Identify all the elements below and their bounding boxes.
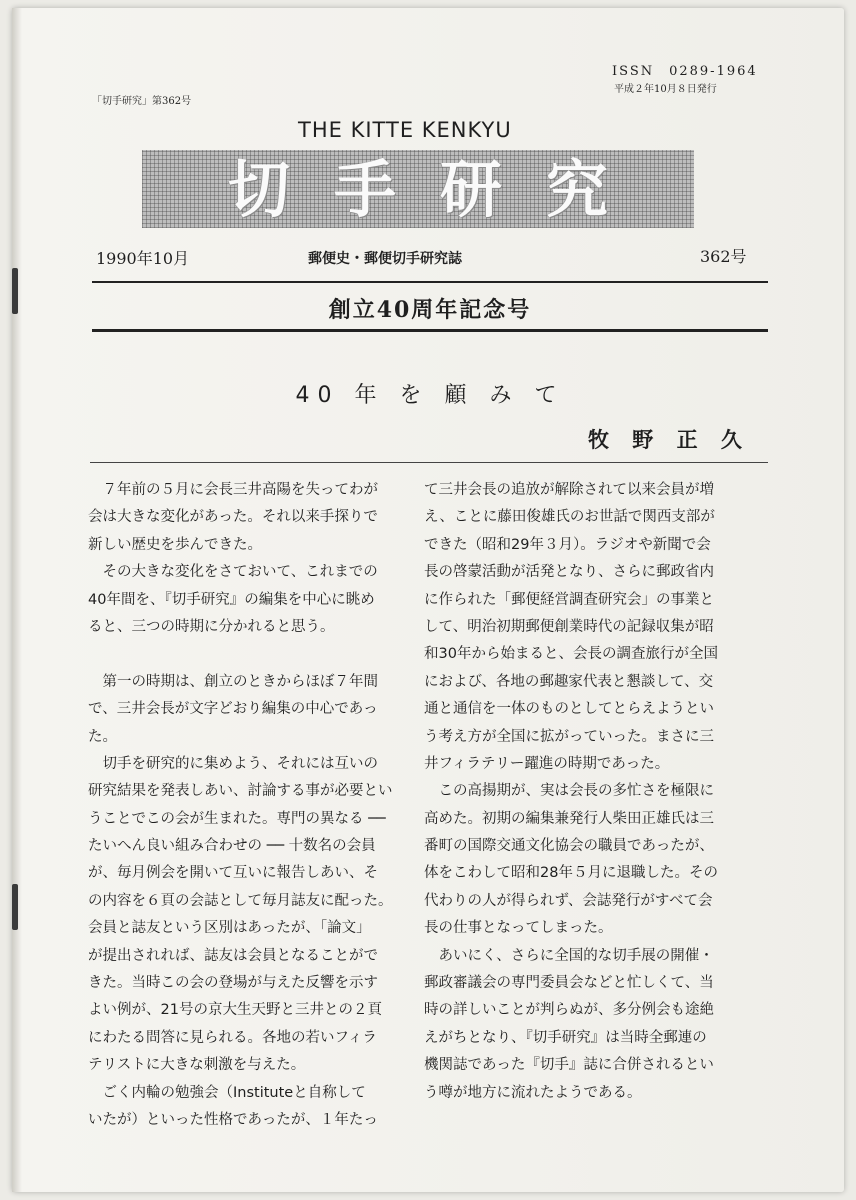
article-text-line: にわたる問答に見られる。各地の若いフィラ [88,1029,377,1046]
article-text-line: 体をこわして昭和28年５月に退職した。その [424,865,718,882]
article-text-line: 研究結果を発表しあい、討論する事が必要とい [88,783,393,800]
issue-date: 1990年10月 [96,249,190,268]
english-title: THE KITTE KENKYU [298,118,512,142]
article-text-line: 高めた。初期の編集兼発行人柴田正雄氏は三 [424,810,714,827]
article-column-right [424,477,770,1107]
issn-number: ISSN 0289-1964 [612,64,758,79]
publication-date: 平成２年10月８日発行 [614,84,717,95]
issue-reference: 「切手研究」第362号 [92,96,192,107]
article-title: 40 年 を 顧 み て [295,383,565,408]
article-divider [90,462,768,463]
main-title: 切手研究 [227,153,652,226]
article-text-line: ７年前の５月に会長三井高陽を失ってわが [88,482,378,498]
article-text-line: この高揚期が、実は会長の多忙さを極限に [424,783,714,800]
article-text-line: うことでこの会が生まれた。専門の異なる ── [88,810,386,827]
article-text-line: その大きな変化をさておいて、これまでの [88,564,378,581]
article-text-line: 和30年から始まると、会長の調査旅行が全国 [424,646,718,663]
staple-bottom [12,884,18,930]
article-text-line: 時の詳しいことが判らぬが、多分例会も途絶 [424,1002,714,1019]
staple-top [12,268,18,314]
article-text-line: う噂が地方に流れたようである。 [424,1084,642,1101]
article-text-line: に作られた「郵便経営調査研究会」の事業と [424,591,714,608]
article-text-line: 長の仕事となってしまった。 [424,920,613,937]
article-text-line: テリストに大きな刺激を与えた。 [88,1057,306,1074]
article-text-line: 長の啓蒙活動が活発となり、さらに郵政省内 [424,564,714,581]
article-text-line: 番町の国際交通文化協会の職員であったが、 [424,838,714,855]
article-text-line: たいへん良い組み合わせの ── 十数名の会員 [88,838,376,855]
article-text-line: 切手を研究的に集めよう、それには互いの [88,755,378,772]
article-text-line: いたが）といった性格であったが、１年たっ [88,1111,378,1128]
bottom-rule [92,329,768,332]
article-text-line [88,641,434,668]
magazine-subtitle: 郵便史・郵便切手研究誌 [308,251,462,267]
article-text-line: きた。当時この会の登場が与えた反響を示す [88,975,378,992]
article-text-line: ると、三つの時期に分かれると思う。 [88,618,335,635]
article-text-line: 機関誌であった『切手』誌に合併されるとい [424,1057,714,1074]
article-text-line: が、毎月例会を開いて互いに報告しあい、そ [88,865,378,882]
article-text-line: あいにく、さらに全国的な切手展の開催・ [424,947,714,964]
top-rule [92,281,768,283]
article-text-line: 通と通信を一体のものとしてとらえようとい [424,701,714,718]
article-text-line: 新しい歴史を歩んできた。 [88,536,262,553]
issue-number: 362号 [700,247,747,266]
article-text-line: におよび、各地の郵趣家代表と懇談して、交 [424,673,714,690]
article-text-line: う考え方が全国に拡がっていった。まさに三 [424,728,714,745]
article-text-line: えがちとなり、『切手研究』は当時全郵連の [424,1029,707,1046]
masthead-banner [142,150,694,228]
article-author: 牧 野 正 久 [588,428,750,452]
article-text-line: 代わりの人が得られず、会誌発行がすべて会 [424,892,713,909]
article-text-line: 郵政審議会の専門委員会などと忙しくて、当 [424,975,714,992]
article-text-line: の内容を６頁の会誌として毎月誌友に配った。 [88,892,393,909]
article-text-line: て三井会長の追放が解除されて以来会員が増 [424,482,714,498]
article-text-line: が提出されれば、誌友は会員となることがで [88,947,378,964]
article-text-line: 40年間を、『切手研究』の編集を中心に眺め [88,591,375,608]
article-text-line: ごく内輪の勉強会（Instituteと自称して [88,1084,366,1101]
article-text-line: 会は大きな変化があった。それ以来手探りで [88,509,378,526]
article-text-line: 会員と誌友という区別はあったが、「論文」 [88,920,371,937]
commemorative-heading: 創立40周年記念号 [328,297,532,323]
article-text-line: できた（昭和29年３月）。ラジオや新聞で会 [424,536,711,553]
article-text-line: え、ことに藤田俊雄氏のお世話で関西支部が [424,509,715,526]
page-spine [12,8,22,1192]
article-text-line: た。 [88,728,117,745]
article-text-line: して、明治初期郵便創業時代の記録収集が昭 [424,618,714,635]
article-text-line: 井フィラテリー躍進の時期であった。 [424,755,670,772]
article-text-line: 第一の時期は、創立のときからほぼ７年間 [88,673,378,690]
article-text-line: で、三井会長が文字どおり編集の中心であっ [88,701,378,718]
article-text-line: よい例が、21号の京大生天野と三井との２頁 [88,1002,382,1019]
article-column-left [88,477,434,1134]
